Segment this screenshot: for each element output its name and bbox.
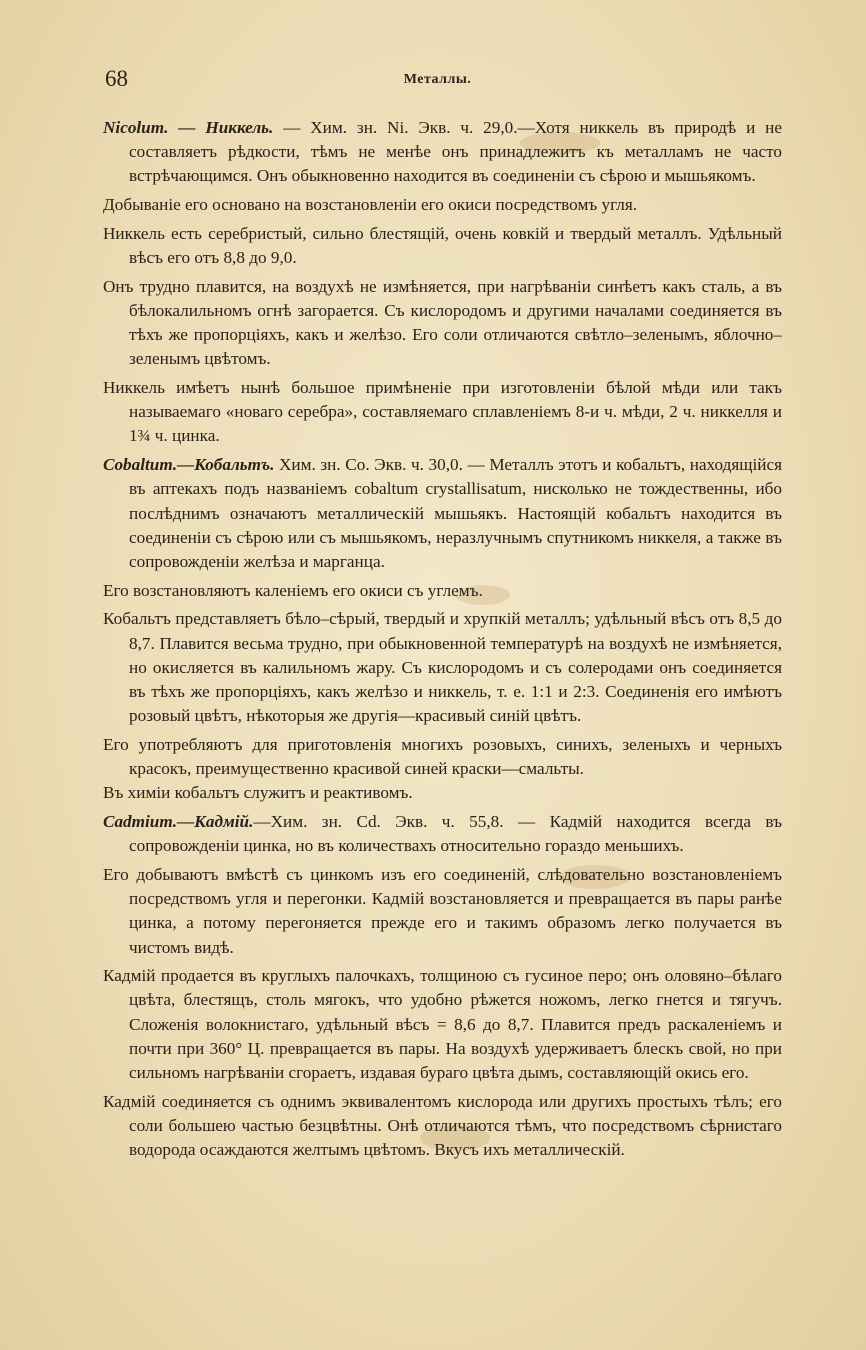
paragraph-cadmium: [103, 810, 782, 858]
paragraph: Кобальтъ представляетъ бѣло–сѣрый, твердый и хрупкій металлъ; удѣльный вѣсъ отъ 8,5 до 8,7. Плавится весьма трудно, при обыкновенной температурѣ на воздухѣ не измѣняется, но окисляется въ калильномъ жару. Съ кислородомъ и съ солеродами онъ соединяется въ тѣхъ же пропорціяхъ, какъ желѣзо и никкель, т. е. 1:1 и 2:3. Соединенія его имѣютъ розовый цвѣтъ, нѣкоторыя же другія—красивый синій цвѣтъ.: [103, 609, 782, 726]
page-header: [105, 66, 770, 100]
term-heading: Cobaltum.—Кобальтъ.: [103, 455, 275, 475]
term-heading: Cadmium.—Кадмій.: [103, 811, 254, 831]
paragraph: Кадмій соединяется съ однимъ эквивалентомъ кислорода или другихъ простыхъ тѣлъ; его соли большею частью безцвѣтны. Онѣ отличаются тѣмъ, что посредствомъ сѣрнистаго водорода осаждаются желтымъ цвѣтомъ. Вкусъ ихъ металлическій.: [103, 1091, 782, 1160]
paragraph-text: — Хим. зн. Ni. Экв. ч. 29,0.—Хотя никкель въ природѣ и не составляетъ рѣдкости, тѣмъ не менѣе онъ принадлежитъ къ металламъ не часто встрѣчающимся. Онъ обыкновенно находится въ соединеніи съ сѣрою и мышьякомъ.: [129, 118, 783, 186]
running-head: Металлы.: [403, 72, 472, 87]
paragraph: Кадмій продается въ круглыхъ палочкахъ, толщиною съ гусиное перо; онъ оловяно–бѣлаго цвѣта, блестящъ, столь мягокъ, что удобно рѣжется ножомъ, легко гнется и тягучъ. Сложенія волокнистаго, удѣльный вѣсъ = 8,6 до 8,7. Плавится предъ раскаленіемъ и почти при 360° Ц. превращается въ пары. На воздухѣ удерживаетъ блескъ свой, но при сильномъ нагрѣваніи сгораетъ, издавая бураго цвѣта дымъ, составляющій окись его.: [103, 966, 782, 1083]
page-number: 68: [105, 66, 128, 91]
paragraph: Никкель имѣетъ нынѣ большое примѣненіе при изготовленіи бѣлой мѣди или такъ называемаго «новаго серебра», составляемаго сплавленіемъ 8-и ч. мѣди, 2 ч. никкелля и 1¾ ч. цинка.: [103, 378, 782, 446]
paragraph: Никкель есть серебристый, сильно блестящій, очень ковкій и твердый металлъ. Удѣльный вѣсъ его отъ 8,8 до 9,0.: [103, 223, 782, 268]
paragraph-nickel: [103, 116, 782, 189]
page-body: [103, 116, 782, 1167]
paragraph: Его употребляютъ для приготовленія многихъ розовыхъ, синихъ, зеленыхъ и черныхъ красокъ, преимущественно красивой синей краски—смальты.: [103, 734, 782, 779]
term-heading: Nicolum. — Никкель.: [103, 118, 274, 137]
paragraph: Въ химіи кобальтъ служитъ и реактивомъ.: [103, 783, 413, 803]
paragraph-text: Хим. зн. Co. Экв. ч. 30,0. — Металлъ этотъ и кобальтъ, находящійся въ аптекахъ подъ названіемъ cobaltum crystallisatum, нисколько не тождественны, ибо послѣднимъ означаютъ металлическій мышьякъ. Настоящій кобальтъ находится въ соединеніи съ сѣрою или съ мышьякомъ, неразлучнымъ спутникомъ никкеля, а также въ сопровожденіи желѣза и марганца.: [129, 455, 782, 571]
paragraph-cobalt: [103, 453, 782, 574]
paragraph: Добываніе его основано на возстановленіи его окиси посредствомъ угля.: [103, 195, 638, 215]
paragraph: Его возстановляютъ каленіемъ его окиси съ углемъ.: [103, 580, 483, 600]
paragraph: Онъ трудно плавится, на воздухѣ не измѣняется, при нагрѣваніи синѣетъ какъ сталь, а въ бѣлокалильномъ огнѣ загорается. Съ кислородомъ и другими началами соединяется въ тѣхъ же пропорціяхъ, какъ и желѣзо. Его соли отличаются свѣтло–зеленымъ, яблочно–зеленымъ цвѣтомъ.: [103, 276, 782, 369]
paragraph: Его добываютъ вмѣстѣ съ цинкомъ изъ его соединеній, слѣдовательно возстановленіемъ посредствомъ угля и перегонки. Кадмій возстановляется и превращается въ пары ранѣе цинка, а потому перегоняется прежде его и такимъ образомъ легко получается въ чистомъ видѣ.: [103, 864, 782, 957]
paragraph-text: —Хим. зн. Cd. Экв. ч. 55,8. — Кадмій находится всегда въ сопровожденіи цинка, но въ количествахъ относительно гораздо меньшихъ.: [129, 811, 782, 856]
